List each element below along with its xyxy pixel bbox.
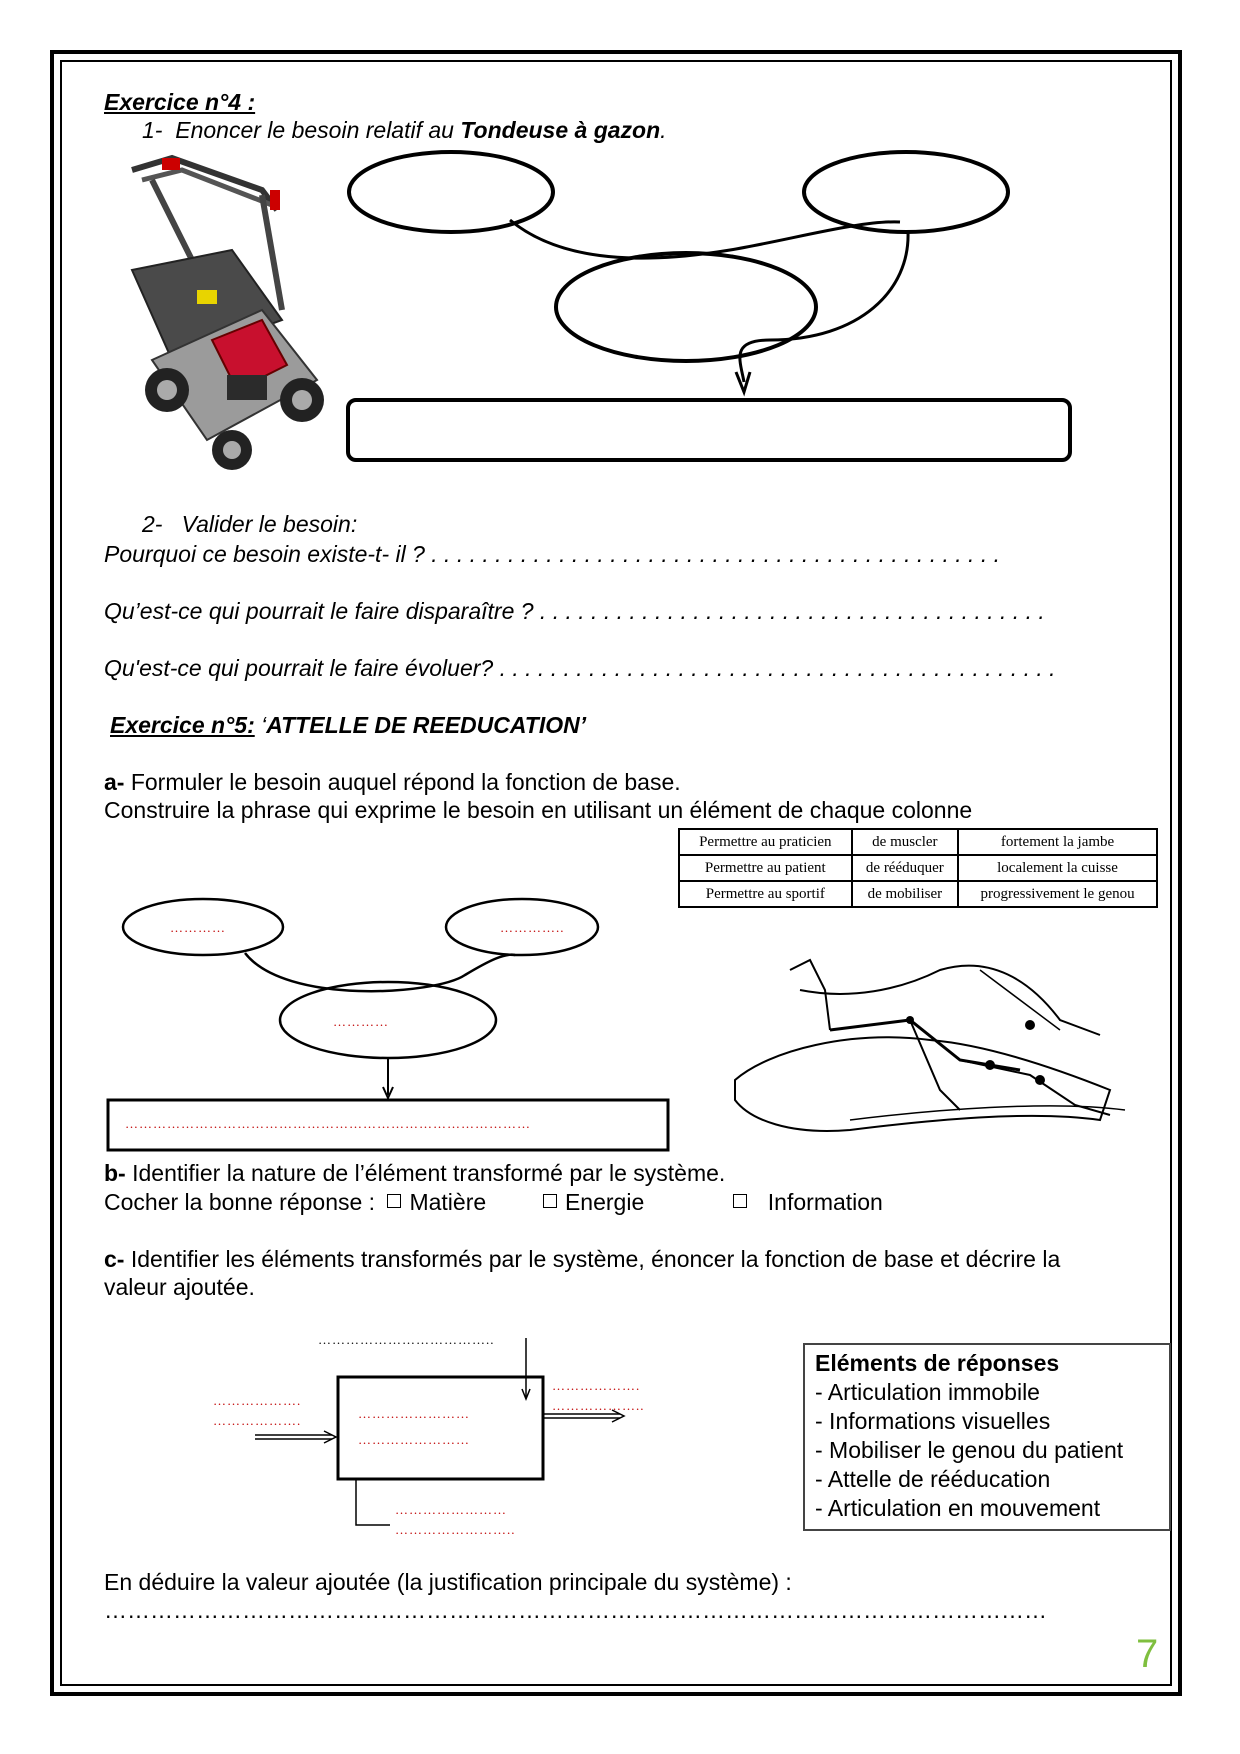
checkbox-information[interactable] — [733, 1194, 747, 1208]
part-a-line1 — [104, 768, 681, 796]
part-b-text: Identifier la nature de l’élément transformé par le système. — [125, 1160, 726, 1186]
option-information: Information — [767, 1189, 883, 1215]
checkbox-matiere[interactable] — [387, 1194, 401, 1208]
deduce-question: En déduire la valeur ajoutée (la justification principale du système) : — [104, 1569, 792, 1595]
table-cell: Permettre au patient — [679, 855, 852, 881]
question-2 — [142, 510, 357, 538]
need-diagram-ex4 — [340, 150, 1080, 470]
disappear-question: Qu’est-ce qui pourrait le faire disparaître ? . . . . . . . . . . . . . . . . . . . . . . . . . . . . . . . . . . . . . . . . — [104, 598, 1045, 624]
part-c-label: c- — [104, 1246, 125, 1272]
question-1-text: Enoncer le besoin relatif au — [175, 117, 461, 143]
part-c-line2: valeur ajoutée. — [104, 1274, 255, 1300]
box-right-dots-2: ……………….. — [552, 1398, 645, 1413]
box-top-dots: ……………………………….. — [318, 1332, 495, 1347]
question-1-subject: Tondeuse à gazon — [460, 117, 661, 143]
lawn-mower-image — [112, 150, 327, 470]
box-inner-dots-1: …………………… — [358, 1406, 470, 1421]
check-prefix: Cocher la bonne réponse : — [104, 1189, 376, 1215]
exercise-5-title — [110, 711, 586, 739]
exercise-5-subject: ATTELLE DE REEDUCATION’ — [266, 712, 587, 738]
deduce-dots: …………………………………………………………………………………………………………… — [104, 1597, 1047, 1623]
part-c-line1 — [104, 1245, 1060, 1273]
answer-item: - Mobiliser le genou du patient — [815, 1437, 1124, 1463]
table-cell: localement la cuisse — [958, 855, 1157, 881]
bubble-right-dots: ………….. — [500, 920, 565, 935]
box-right-dots-1: ………………. — [552, 1378, 641, 1393]
box-inner-dots-2: …………………… — [358, 1432, 470, 1447]
answer-item: - Attelle de rééducation — [815, 1466, 1051, 1492]
choices-table — [678, 828, 1158, 908]
answer-item: - Articulation immobile — [815, 1379, 1040, 1405]
answer-elements-title: Eléments de réponses — [815, 1350, 1060, 1376]
part-c-text: Identifier les éléments transformés par le système, énoncer la fonction de base et décrire la — [124, 1246, 1061, 1272]
table-cell: progressivement le genou — [958, 881, 1157, 907]
table-row — [679, 881, 1157, 907]
option-energie: Energie — [564, 1189, 645, 1215]
knee-brace-image — [730, 950, 1130, 1150]
table-cell: de mobiliser — [852, 881, 958, 907]
part-a-label: a- — [104, 769, 125, 795]
question-1-number: 1- — [142, 117, 163, 143]
checkbox-energie[interactable] — [543, 1194, 557, 1208]
question-2-text: Valider le besoin: — [181, 511, 358, 537]
table-cell: Permettre au sportif — [679, 881, 852, 907]
bubble-center-dots: ………… — [333, 1014, 389, 1029]
page-number: 7 — [1136, 1632, 1159, 1676]
box-left-dots-1: ………………. — [213, 1393, 302, 1408]
bubble-left-dots: ………… — [170, 920, 226, 935]
need-rect-dots: …………………………………………………………………………… — [125, 1116, 531, 1131]
evolve-question: Qu'est-ce qui pourrait le faire évoluer? . . . . . . . . . . . . . . . . . . . . . . . . . . . . . . . . . . . . . . . . . . . . — [104, 655, 1056, 681]
part-b-line1 — [104, 1159, 725, 1187]
answer-item: - Articulation en mouvement — [815, 1495, 1101, 1521]
box-left-dots-2: ………………. — [213, 1413, 302, 1428]
table-row — [679, 829, 1157, 855]
question-1-end: . — [660, 117, 667, 143]
part-b-checkboxes — [104, 1188, 883, 1216]
box-bottom-dots-1: …………………… — [395, 1502, 507, 1517]
why-question: Pourquoi ce besoin existe-t- il ? . . . . . . . . . . . . . . . . . . . . . . . . . . . . . . . . . . . . . . . . . . . . . — [104, 541, 1001, 567]
table-row — [679, 855, 1157, 881]
question-2-number: 2- — [142, 511, 163, 537]
exercise-4-title: Exercice n°4 : — [104, 89, 256, 115]
option-matiere: Matière — [409, 1189, 487, 1215]
answer-item: - Informations visuelles — [815, 1408, 1051, 1434]
part-a-text: Formuler le besoin auquel répond la fonction de base. — [124, 769, 681, 795]
table-cell: Permettre au praticien — [679, 829, 852, 855]
table-cell: de muscler — [852, 829, 958, 855]
table-cell: fortement la jambe — [958, 829, 1157, 855]
answer-elements-box — [803, 1343, 1171, 1531]
exercise-5-quote: ‘ — [254, 712, 267, 738]
question-1 — [142, 116, 667, 144]
box-bottom-dots-2: …………………….. — [395, 1522, 516, 1537]
table-cell: de rééduquer — [852, 855, 958, 881]
part-a-line2: Construire la phrase qui exprime le besoin en utilisant un élément de chaque colonne — [104, 797, 973, 823]
part-b-label: b- — [104, 1160, 126, 1186]
exercise-5-label: Exercice n°5: — [110, 712, 255, 738]
